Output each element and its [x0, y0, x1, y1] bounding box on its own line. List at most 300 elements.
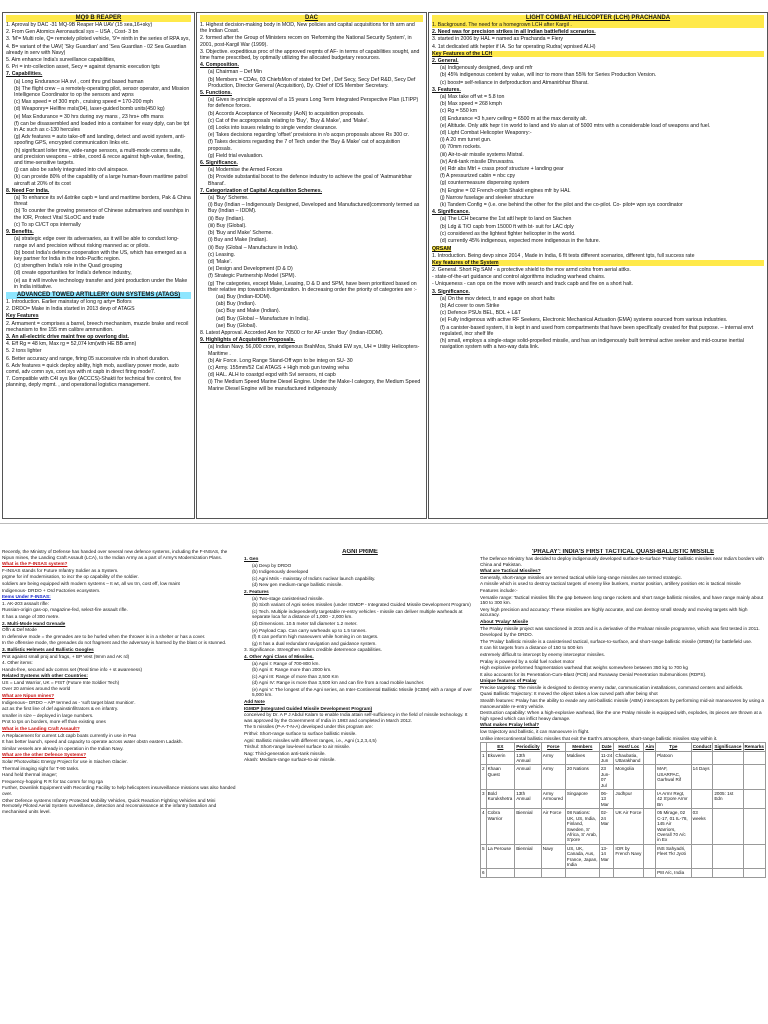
table-cell: Jodhpur	[614, 790, 644, 809]
text-line: (c) Army. 155mm/52 Cal ATAGS + High mob gun towing veha	[208, 364, 349, 371]
text-line: (b) Ad cover to own Strike	[440, 302, 500, 309]
table-row	[481, 765, 766, 790]
text-line: Similar vessels are already in operation in the Indian Navy.	[2, 745, 124, 751]
text-line: (a) Chairman – Def Min	[208, 69, 262, 76]
text-line: What is the F-INSAS system?	[2, 561, 68, 567]
table-cell: 13-14 Mar	[599, 844, 614, 869]
text-line: Related Systems with other Countries:	[2, 673, 88, 679]
text-line: Over 20 armies around the world	[2, 686, 71, 692]
text-line: 3. Significance.	[432, 288, 470, 295]
table-cell: Air Force	[541, 809, 565, 844]
table-cell: MAF, USARPAC, Garhwal Rif	[656, 765, 692, 790]
text-line: Unlike intercontinental ballistic missiles that exit the Earth's atmosphere, short-range ballistic missiles stay within it.	[480, 735, 718, 741]
text-line: (d) Endurance =3 h,serv ceiling = 6500 m at the max density alt.	[440, 115, 588, 122]
text-line: 6. Adv features = quick deploy ability, high mob, auxiliary power mode, auto comd, adv comn sys, cont sys with nt capb in direct firing mode7.	[6, 362, 179, 375]
text-line: (c) Rg = 550 km	[440, 108, 478, 115]
table-cell: La Perouse	[486, 844, 515, 869]
text-line: 7. Compatible with C4I sys like (ACCCS)-Shakti for technical fire control, fire planning, deply mgmt. , and operational logistics management.	[6, 376, 181, 389]
column-agni-prime	[244, 549, 476, 1024]
text-line: Hand held thermal imager;	[2, 772, 58, 778]
text-line: (h) significant loiter time, wide-range sensors, a multi-mode comms suite, and precision weapons – strike, coord & recce against high-value, fleeting, and time-sensitive targets.	[14, 147, 185, 167]
table-cell: 03 weeks	[691, 809, 713, 844]
text-line: (ae) Buy (Global).	[216, 322, 257, 329]
text-line: 1. Highest decision-making body in MOD, New policies and capital acquisitions for th arm and the Indian Coast.	[200, 22, 415, 35]
text-line: Frequency-hopping R R for tac comm for Ing rga	[2, 778, 103, 784]
text-line: 4. Composition.	[200, 62, 239, 69]
text-line: Key Features	[6, 313, 39, 320]
text-line: In defensive mode = the grenades are to be hurled when the thrower is in a shelter or has a cover.	[2, 633, 206, 639]
table-cell: Army	[541, 751, 565, 765]
text-line: prgme for inf modernisation, to incr the op capability of the soldier.	[2, 574, 139, 580]
text-line: (c) Tech. Multiple independently targetable re-entry vehicles - missile can deliver multiple warheads at separate loca for a distance of 1,000 - 2,000 km.	[252, 608, 463, 620]
table-cell: 06-13 Mar	[599, 790, 614, 809]
exercise-table	[480, 742, 766, 878]
column-dac	[196, 12, 427, 519]
text-line: Trishul: Short-range low-level surface to air missile.	[244, 744, 351, 750]
text-line: The 5 missiles (P-A-T-N-A) developed under this program are:	[244, 724, 373, 730]
table-cell: Army	[541, 765, 565, 790]
text-line: It can hit targets from a distance of 150 to 500 km	[480, 645, 583, 651]
table-cell: 2	[481, 765, 487, 790]
text-line: Key features of the System	[432, 260, 764, 266]
text-line: (a) Devp by DRDO	[252, 562, 292, 568]
text-line: It also accounts for its Penetration-Cum-Blast (PCB) and Runaway Denial Penetration Submunitions (RDPS).	[480, 671, 707, 677]
text-line: 7. Capabilities.	[6, 71, 43, 78]
text-line: 4. Eff Rg = 48 km, Max rg = 52,074 km(with HE BB amn)	[6, 341, 137, 348]
text-line: (a) Max take off wt = 5.8 ton	[440, 94, 505, 101]
text-line: (b) Max speed = 268 kmph	[440, 101, 502, 108]
text-line: 6. Better accuracy and range, firing 05 successive rds in short duration.	[6, 355, 170, 362]
text-line: (e) Altitude. Only attk hepr t in world to land and t/o alan at of 5000 mtrs with a considerable load of weapons and fuel.	[440, 122, 711, 129]
text-line: (a) Indian Navy. 56,000 crore, indigenous BrahMos, Shakti EW sys, UH = Utility Helicopters-Maritime .	[208, 344, 420, 357]
table-cell: 13th Annual	[515, 751, 542, 765]
text-line: What are Tactical Missiles?	[480, 568, 541, 574]
text-line: (a) Gives in-principle approval of a 15 years Long Term Integrated Perspective Plan (LTIPP) for defence forces.	[208, 97, 419, 110]
text-line: (e) Rdr abs Mtrl + crass proof structure + landing gear	[440, 166, 564, 173]
table-cell: 5	[481, 844, 487, 869]
text-line: (ii) Buy (Global – Manufacture in India).	[208, 244, 299, 251]
text-line: (a) Indigenously designed, devp and mfr	[440, 65, 533, 72]
table-cell: Annual	[515, 765, 542, 790]
text-line: (e) as it will involve technology transfer and joint production under the Make in India initiative.	[14, 277, 188, 290]
page-gap	[0, 524, 768, 547]
text-line: What is the Landing Craft Assault?	[2, 726, 80, 732]
text-line: (iii) Buy (Global).	[208, 222, 247, 229]
text-line: (h) small, employs a single-stage solid-propelled missile, and has an indigenously built terminal active seeker and mid-course inertial navigation system with a two-way data link.	[440, 337, 744, 351]
text-line: Items Under F-INSAS:	[2, 594, 51, 600]
table-cell: 14 Days	[691, 765, 713, 790]
text-line: Features include:-	[480, 587, 518, 593]
text-line: (aa) Buy (Indian-IDDM).	[216, 293, 272, 300]
table-cell: 23 Jun- 07 Jul	[599, 765, 614, 790]
text-line: The 'Pralay' ballistic missile is a canisterised tactical, surface-to-surface, and short-range ballistic missile (SRBM) for battlefield use.	[480, 638, 753, 644]
text-line: 2. Armament = comprises a barrel, breech mechanism, muzzle brake and recoil mechanism to fire 155 mm calibre ammunition.	[6, 320, 189, 333]
table-header-cell: Aim	[645, 744, 655, 750]
column-mq9b-reaper	[2, 12, 195, 519]
text-line: Versatile range: Tactical missiles fills the gap between long range rockets and short range ballistic missiles, and have range mainly about 150 to 300 km.	[480, 594, 764, 606]
text-line: (a) Long Endurance HA svl , cont thru gnd based human	[14, 78, 144, 85]
text-line: (j) can also be safely integrated into civil airspace.	[14, 167, 129, 174]
text-line: Generally, short-range missiles are termed tactical while long-range missiles are termed strategic.	[480, 574, 683, 580]
text-line: 3. Objective. expeditious proc of the approved reqmts of AF- in terms of capabilities sought, and time frame prescribed, by optimally utilizing the allocated budgetary resources.	[200, 48, 420, 62]
text-line: (a) Modernise the Armed Forces	[208, 167, 283, 174]
text-line: 4. 1st dedicated attk hepter if IA. So far operating Rudra( wpnised ALH)	[432, 43, 596, 50]
text-line: 4. Other items:	[2, 660, 33, 666]
text-line: (g) Adv features = auto take-off and landing, detect and avoid system, anti-spoofing GPS, encrypted communication links etc.	[14, 134, 186, 147]
text-line: 7. Categorization of Capital Acquisition Schemes.	[200, 187, 323, 194]
text-line: Add Note	[244, 699, 265, 705]
text-line: (d) Light Combat Helicopter Weaponry:-	[440, 130, 532, 137]
table-cell	[743, 765, 765, 790]
table-cell: Platoon	[656, 751, 692, 765]
table-row	[481, 809, 766, 844]
text-line: 1. AK-203 assault rifle:	[2, 600, 49, 606]
table-cell	[713, 751, 743, 765]
text-line: 4. Other Agni Class of Missiles.	[244, 653, 314, 659]
text-line: (b) To counter the growing presence of Chinese submarines and warships in the IOR, Protect Vital SLoOC and trade	[14, 208, 189, 221]
table-cell	[599, 869, 614, 877]
table-cell: IOR by French Navy	[614, 844, 644, 869]
table-header-cell: Host/ Loc	[614, 743, 644, 751]
text-line: (k) Tandem Config = (i.e. one behind the other for the pilot and the co-pilot. Co- pilot= wpn sys coordinator	[440, 202, 683, 209]
table-cell: 6	[482, 870, 485, 876]
text-line: The Defence Ministry has decided to deploy indigenously developed surface-to-surface 'Pralay' ballistic missiles near India's borders with China and Pakistan.	[480, 556, 764, 567]
table-cell: 02- 24 Mar	[599, 809, 614, 844]
text-line: Agni: Ballistic missiles with different ranges, i.e., Agni (1,2,3,4,5)	[244, 737, 377, 743]
table-cell: Bold Kurukshetra	[486, 790, 515, 809]
table-cell: 11-24 Jun	[600, 752, 613, 764]
table-cell: 2005: 1st Edn	[713, 790, 743, 809]
text-line: (e) Takes decisions regarding 'offset' provisions in r/o acqsn proposals above Rs 300 cr.	[208, 132, 410, 139]
text-line: 5. 2 tons lighter	[6, 348, 42, 355]
text-line: F-INSAS stands for Future Infantry Soldier as a System.	[2, 567, 119, 573]
table-cell	[541, 869, 565, 877]
heading-lch: LIGHT COMBAT HELICOPTER (LCH) PRACHANDA	[432, 15, 764, 22]
text-line: Recently, the Ministry of Defense has handed over several new defence systems, including the F-INSAS, the Nipun mines, the Landing Craft Assault (LCA), to the Indian Army as a part of Army's Modernization Plans.	[2, 549, 228, 560]
text-line: (b) Sixth variant of Agni series missiles (under IGMDP - Integrated Guided Missile Development Program)	[252, 602, 471, 608]
table-header-cell: Date	[599, 743, 614, 751]
text-line: (f) can be disassembled and loaded into a container for easy dply, can be tpt in Ac such as c-130 hercules	[14, 120, 190, 134]
text-line: (d) Agni IV: Range is more than 3,500 km and can fire from a road mobile launcher.	[252, 680, 425, 686]
text-line: Further, Downlink Equipment with Recording Facility to help helicopters insurveillance missions was also handed over.	[2, 785, 236, 796]
table-row	[481, 844, 766, 869]
text-line: (c) considered as the lightest fighter helicopter in the world.	[440, 230, 576, 237]
table-cell	[691, 869, 713, 877]
text-line: (b) Agni II: Range more than 2000 km.	[252, 667, 332, 673]
text-line: IGMDP (Integrated Guided Missile Development Program)	[244, 705, 373, 711]
text-line: 8. Need For India.	[6, 187, 50, 194]
text-line: (ad) Buy (Global – Manufacture in India).	[216, 315, 310, 322]
text-line: (g) countermeasure dispensing system	[440, 180, 530, 187]
text-line: (i) Buy and Make (Indian).	[208, 237, 268, 244]
text-line: (c) Defence PSUs BEL, BDL + L&T	[440, 310, 521, 317]
text-line: (b) The flight crew – a remotely-operating pilot, sensor operator, and Mission Intelligence Coordinator to op the sensors and wpns	[14, 85, 190, 99]
text-line: 3. Significance. Strengthen India's credible deterrence capabilities.	[244, 647, 382, 653]
text-line: 1. Background. The need for a homegrown LCH after Kargil .	[432, 22, 764, 28]
text-line: (b) Air Force. Long Range Stand-Off wpn to be integ on SU- 30	[208, 357, 353, 364]
dac-lines	[200, 22, 423, 392]
table-header-cell: Significance	[714, 744, 742, 750]
text-line: 4. Significance.	[432, 209, 470, 216]
text-line: Russian-origin gas-op, magazine-fed, select-fire assault rifle.	[2, 607, 128, 613]
text-line: (iii) Air-to-air missile systems Mistral.	[440, 151, 524, 158]
table-cell	[743, 869, 765, 877]
text-line: 3. An all-electric drive maint free op overlong dist.	[6, 333, 129, 340]
text-line: (c) Agni III: Range of more than 2,500 Km	[252, 673, 339, 679]
text-line: (d) Looks into issues relating to single vendor clearance.	[208, 125, 338, 132]
table-cell	[713, 844, 743, 869]
text-line: A missile which is used to destroy tactical targets of enemy like bunkers, mortar position, artillery position etc is tactical missile	[480, 581, 741, 587]
text-line: 1. Aproval by DAC -31 MQ-9B Reaper HA UAV (15 sea,16+sky)	[6, 22, 153, 28]
text-line: (c) boost= self-reliance in defproduction and Atmanirbhar Bharat.	[440, 79, 589, 86]
text-line: (i) Buy (Indian – Indigenously Designed, Developed and Manufactured(commonly termed as Buy (Indian – IDDM).	[208, 202, 420, 215]
text-line: (k) can provide 80% of the capability of a large human-flown maritime patrol aircraft at 20% of its cost	[14, 174, 188, 187]
text-line: Developed by the DRDO.	[480, 632, 533, 638]
text-line: (a) To enhance its svl &strike capb = land and maritime borders, Pak & China threat	[14, 195, 191, 208]
table-cell	[486, 869, 515, 877]
table-cell: 3	[481, 790, 487, 809]
text-line: (a) Agni I: Range of 700-800 km.	[252, 660, 320, 666]
text-line: (b) Indigenously developed	[252, 569, 309, 575]
text-line: (f) A pressurized cabin = nbc cpy	[440, 173, 516, 180]
atags-lines	[6, 299, 191, 389]
text-line: (c) To sp CI/CT ops internally	[14, 221, 81, 228]
text-line: - Uniqueness - can ops on the move with search and track capb and fire on a short halt.	[432, 281, 633, 288]
text-line: What makes Pralay lethal?	[480, 722, 540, 728]
text-line: (c) Leasing.	[208, 251, 236, 258]
text-line: (c) Agni Msls - mainstay of India's nuclear launch capability.	[252, 575, 376, 581]
table-cell: 05 Mirage, 02 C-17, 01 IL-78, 145 Air Warriors, Overall 70 A/c in Ex	[656, 809, 692, 844]
table-cell	[614, 869, 644, 877]
table-cell	[713, 765, 743, 790]
text-line: Indigenous– DRDO – A/P termed as - 'soft target blast munition'.	[2, 699, 136, 705]
text-line: In the offensive mode, the grenades do not fragment and the adversary is harmed by the blast or is stunned.	[2, 640, 227, 646]
table-cell: Ekuverin	[486, 751, 515, 765]
text-line: 3. Features.	[432, 86, 461, 93]
table-cell: Chaubatia, Uttarakhand	[614, 751, 644, 765]
column-pralay	[480, 549, 766, 1024]
table-header-cell: Conduct	[692, 744, 712, 750]
text-line: (g) Field trial evaluation.	[208, 152, 264, 159]
text-line: 5. Functions.	[200, 90, 232, 97]
text-line: (a) On the mov detect, tr and egage on short halts	[440, 295, 555, 302]
text-line: Quasi Ballistic Trajectory: It moved the object takes a low curved path after being shot	[480, 691, 658, 697]
table-cell	[743, 790, 765, 809]
text-line: (a) 'Buy' Scheme.	[208, 195, 249, 202]
table-cell	[691, 844, 713, 869]
text-line: (ii) 70mm rockets.	[440, 144, 482, 151]
table-cell	[644, 809, 656, 844]
text-line: 2. From Gen Atomics Aeronautical sys – USA , Cost- 3 bn	[6, 29, 139, 36]
text-line: 2. formed after the Group of Ministers recom on 'Reforming the National Security System', in 2001, post-Kargil War (1999).	[200, 35, 412, 48]
text-line: (f) a canister-based system, it is kept in and used from compartments that have been specifically created for that purpose. – internal envt regulated, incr shelf life	[440, 324, 754, 337]
text-line: (f) Takes decisions regarding the 7 of Tech under the 'Buy & Make' cat of acquisition proposals.	[208, 139, 401, 152]
text-line: (g) The categories, except Make, Leasing, D & D and SPM, have been prioritized based on their relative imp towards indigenization. In decreasing order the priority of categories are :-	[208, 280, 417, 293]
table-cell: IA Armr Regt, 42 S'pore Armr Bn	[656, 790, 692, 809]
text-line: (d) currently 45% indigenous, expected more indigenous in the future.	[440, 238, 601, 245]
table-cell: 13th Annual	[515, 790, 542, 809]
table-cell	[644, 751, 656, 765]
text-line: Pralay is powered by a solid fuel rocket motor	[480, 658, 575, 664]
text-line: (f) Strategic Partnership Model (SPM).	[208, 273, 296, 280]
text-line: (b) boost India's defence cooperation with the US, which has emerged as a key partner for India in the Indo-Pacific region.	[14, 249, 187, 262]
table-cell	[644, 765, 656, 790]
text-line: What are the other Defence Systems?	[2, 752, 87, 758]
table-cell: UK Air Force	[614, 809, 644, 844]
text-line: (b) 45% indigenous content by value, will incr to more than 55% for Series Production Version.	[440, 72, 657, 79]
table-cell: Army Armoured	[541, 790, 565, 809]
table-cell	[713, 809, 743, 844]
text-line: Akash: Medium-range surface-to-air missile.	[244, 757, 336, 763]
text-line: (b) Ldg & T/O capb from 15000 ft with bt- suit for LAC dply	[440, 223, 574, 230]
text-line: It has better launch, speed and capacity to operate across water obstn eastern Ladakh.	[2, 739, 183, 745]
heading-pralay: 'PRALAY': INDIA'S FIRST TACTICAL QUASI-BALLISTIC MISSILE	[531, 549, 715, 555]
text-line: soldiers are being equipped with modern systems – It wt, all wx trn, cost eff, low maint	[2, 580, 180, 586]
table-cell: Singapore	[565, 790, 599, 809]
text-line: What are Nipun mines?	[2, 693, 55, 699]
table-cell: 08 Nations: UK, US, India, Finland, Sweden, S' Africa, S' Arab, S'pore	[565, 809, 599, 844]
text-line: extremely difficult to intercept by enemy interceptor missiles.	[480, 651, 605, 657]
text-line: conceived by Dr. A P J Abdul Kalam to enable India attain self-sufficiency in the field of missile technology. It was approved by the Government of India in 1983 and completed in March 2012.	[244, 712, 468, 723]
text-line: The Pralay missile project was sanctioned in 2015 and is a derivative of the Prahaar missile programme, which was first tested in 2011.	[480, 625, 760, 631]
table-cell: 20 Nations	[565, 765, 599, 790]
text-line: (b) Provide substantial boost to the defence industry to achieve the goal of 'Aatmanirbhar Bharat'.	[208, 174, 412, 187]
table-cell	[691, 790, 713, 809]
text-line: 3. 'M'= Multi role, Q= remotely piloted vehicle, '9'= ninth in the series of RPA sys,	[6, 36, 190, 43]
table-row	[481, 869, 766, 877]
text-line: (e) Max Endurance = 30 hrs during svy mans , 23 hrs+ offn mans	[14, 113, 164, 120]
heading-qrsam: QRSAM	[432, 246, 452, 253]
table-row	[481, 751, 766, 765]
table-row	[481, 790, 766, 809]
table-cell	[565, 869, 599, 877]
text-line: 9. Benefits.	[6, 229, 34, 236]
text-line: 5. Aim enhance India's surveillance capabilities,	[6, 57, 116, 64]
text-line: Prot to tps on borders, more eff than existing ones	[2, 719, 106, 725]
text-line: act as the first line of def againstinfiltrators & en infantry.	[2, 706, 119, 712]
table-header-cell: Tpe	[656, 743, 692, 751]
table-cell	[644, 844, 656, 869]
text-line: (ac) Buy and Make (Indian).	[216, 308, 281, 315]
text-line: (g) It has a dual redundant navigation and guidance system.	[252, 640, 377, 646]
text-line: (i) A 20 mm turret gun.	[440, 137, 492, 144]
text-line: (f) It can perform high maneuvers while homing in on targets.	[252, 634, 379, 640]
exercise-table-header	[481, 743, 766, 751]
table-header-cell: Members	[565, 743, 599, 751]
text-line: Precise targeting: The missile is designed to destroy enemy radar, communication installations, command centers and airfields.	[480, 684, 744, 690]
table-cell	[743, 809, 765, 844]
text-line: (iv) Anti-tank missile Dhruvastra.	[440, 158, 515, 165]
text-line: (e) Payload Cap. Can carry warheads up to 1.5 tonnes.	[252, 627, 367, 633]
table-cell: Khaan Quest	[486, 765, 515, 790]
heading-agni-prime: AGNI PRIME	[342, 549, 378, 555]
text-line: US = Land Warrior, UK = FIST (Future Inte Soldier Tech)	[2, 679, 120, 685]
table-header-cell: Periodicity	[516, 744, 540, 750]
text-line: About 'Pralay' Missile	[480, 618, 529, 624]
column-lch	[428, 12, 768, 519]
text-line: (h) Engine = 02 French-origin Shakti engines mfr by HAL	[440, 187, 571, 194]
table-cell	[644, 869, 656, 877]
text-line: 1. Gen	[244, 556, 259, 561]
text-line: (c) Max speed = of 300 mph , cruising speed = 170-200 mph	[14, 99, 153, 106]
text-line: 1. Introduction. Earlier mainstay of long rg arty= Bofors	[6, 298, 132, 305]
table-cell: Biennial	[515, 844, 542, 869]
text-line: Offn & Def Mode	[2, 627, 37, 633]
table-cell: Cobra Warrior	[486, 809, 515, 844]
reaper-lines	[6, 22, 191, 290]
table-header-cell: Remarks	[744, 744, 764, 750]
text-line: Thermal imaging sight for T-90 tanks.	[2, 765, 80, 771]
text-line: A Replacement for current Ldt capb boats currently in use in Pao	[2, 732, 137, 738]
text-line: Hands-free, secured adv comns set (Real time info + st awareness)	[2, 666, 143, 672]
text-line: Key Features of the LCH	[432, 51, 764, 57]
text-line: High explosive preformed fragmentation warhead that weighs somewhere between 350 kg to 700 kg	[480, 665, 688, 671]
text-line: (e) Design and Development (D & D)	[208, 266, 293, 273]
text-line: Other Defence systems Infantry Protected Mobility Vehicles, Quick Reaction Fighting Vehicles and Mini Remotely Piloted Aerial System surveillance, detection and reconnaissance at the infantry battalion and mechanised units level.	[2, 797, 217, 814]
lch-lines	[432, 22, 764, 244]
text-line: Destruction capability: When a high-explosive warhead, like the one Pralay missile is equipped with, explodes, its pieces are thrown at a high speed which can inflict heavy damage.	[480, 710, 762, 721]
text-line: - state-of-the-art guidance and control algorithms including warhead chains.	[432, 274, 606, 281]
text-line: (b) Accords Acceptance of Necessity (AoN) to acquisition proposals.	[208, 110, 365, 117]
table-cell	[713, 869, 743, 877]
text-line: 2. General.	[432, 58, 459, 65]
text-line: 1. Introduction. Being devp since 2014 , Made in India, 6 flt tests different scenarios, different tgts, full success rate	[432, 252, 695, 259]
text-line: (e) Fully indigenous with active RF Seekers, Electronic Mechanical Actuation (EMA) systems sourced from various industries.	[440, 317, 728, 324]
text-line: (d) Dimensions. 10.5 meter tall diameter 1.2 meter.	[252, 620, 358, 626]
text-line: smaller in size – deployed in large numbers.	[2, 712, 94, 718]
notes-page-2	[0, 547, 768, 1024]
table-header-cell: EX	[486, 743, 515, 751]
table-cell	[743, 751, 765, 765]
text-line: 3. started in 2006 by HAL = named as Prachanda = Fiery	[432, 36, 564, 43]
text-line: 2. Features	[244, 588, 269, 594]
table-cell: Navy	[541, 844, 565, 869]
text-line: low trajectory and ballistic, it can manoeuvre in flight.	[480, 729, 590, 735]
heading-dac: DAC	[200, 15, 423, 22]
table-cell: P8I A/c, India	[656, 869, 692, 877]
text-line: (a) The LCH became the 1st attl heptr to land on Siachen	[440, 216, 572, 223]
text-line: 2. Need was for precision strikes in all Indian battlefield scenarios.	[432, 29, 596, 36]
table-cell: INS Sahyadri, Fleet Tkr Jyoti	[656, 844, 692, 869]
text-line: (a) strategic edge over its adversaries, as it will be able to conduct long-range svl and precision without risking manned ac or pilots.	[14, 236, 179, 249]
exercise-table-body	[481, 751, 766, 877]
table-cell	[691, 751, 713, 765]
column-finsas	[2, 549, 236, 1024]
table-cell: 4	[481, 809, 487, 844]
text-line: Solar Photovoltaic Energy Project for use in Siachen Glacier.	[2, 759, 128, 764]
table-cell: US, UK, Canada, Aus, France, Japan, India	[566, 845, 598, 867]
text-line: 9. Highlights of Acquisition Proposals.	[200, 337, 295, 344]
text-line: 3. Ballistic Helmets and Ballistic Googles	[2, 646, 94, 652]
text-line: 4. B= variant of the UAV( 'Sky Guardian' and 'Sea Guardian - 02 Sea Guardian already in serv with Navy)	[6, 43, 187, 56]
text-line: 2. General. Short Rg SAM - a protective shield to the mov armd colns from aerial attks.	[432, 266, 631, 273]
text-line: (d) HAL. ALH to coastgd eqpd with Svl sensors, nt capb	[208, 372, 336, 379]
text-line: 6. Significance.	[200, 160, 238, 167]
text-line: Nag: Third-generation anti-tank missile.	[244, 750, 326, 756]
heading-mq9b-reaper: MQ9 B REAPER	[6, 15, 191, 22]
text-line: Stealth features: Pralay has the ability to evade any anti-ballistic missile (ABM) interceptors by performing mid-air manoeuvres by using a manoeuvrable re-entry vehicle.	[480, 698, 764, 709]
text-line: Indigenous- DRDO + Ord Factories ecosystem.	[2, 587, 101, 593]
text-line: Prot against small proj and frags, + BP Vest (9mm and AK rd)	[2, 653, 130, 659]
table-header-cell: Force	[541, 743, 565, 751]
text-line: It has a range of 300 metre.	[2, 613, 60, 619]
text-line: 2. Multi-Mode Hand Grenade	[2, 620, 66, 626]
heading-atags: ADVANCED TOWED ARTILLERY GUN SYSTEMS (ATAGS)	[6, 292, 191, 299]
text-line: (d) 'Make'.	[208, 258, 232, 265]
text-line: (d) create opportunities for India's defence industry,	[14, 270, 132, 277]
text-line: Prithvi: Short-range surface to surface ballistic missile.	[244, 731, 357, 737]
qrsam-lines	[432, 253, 764, 351]
